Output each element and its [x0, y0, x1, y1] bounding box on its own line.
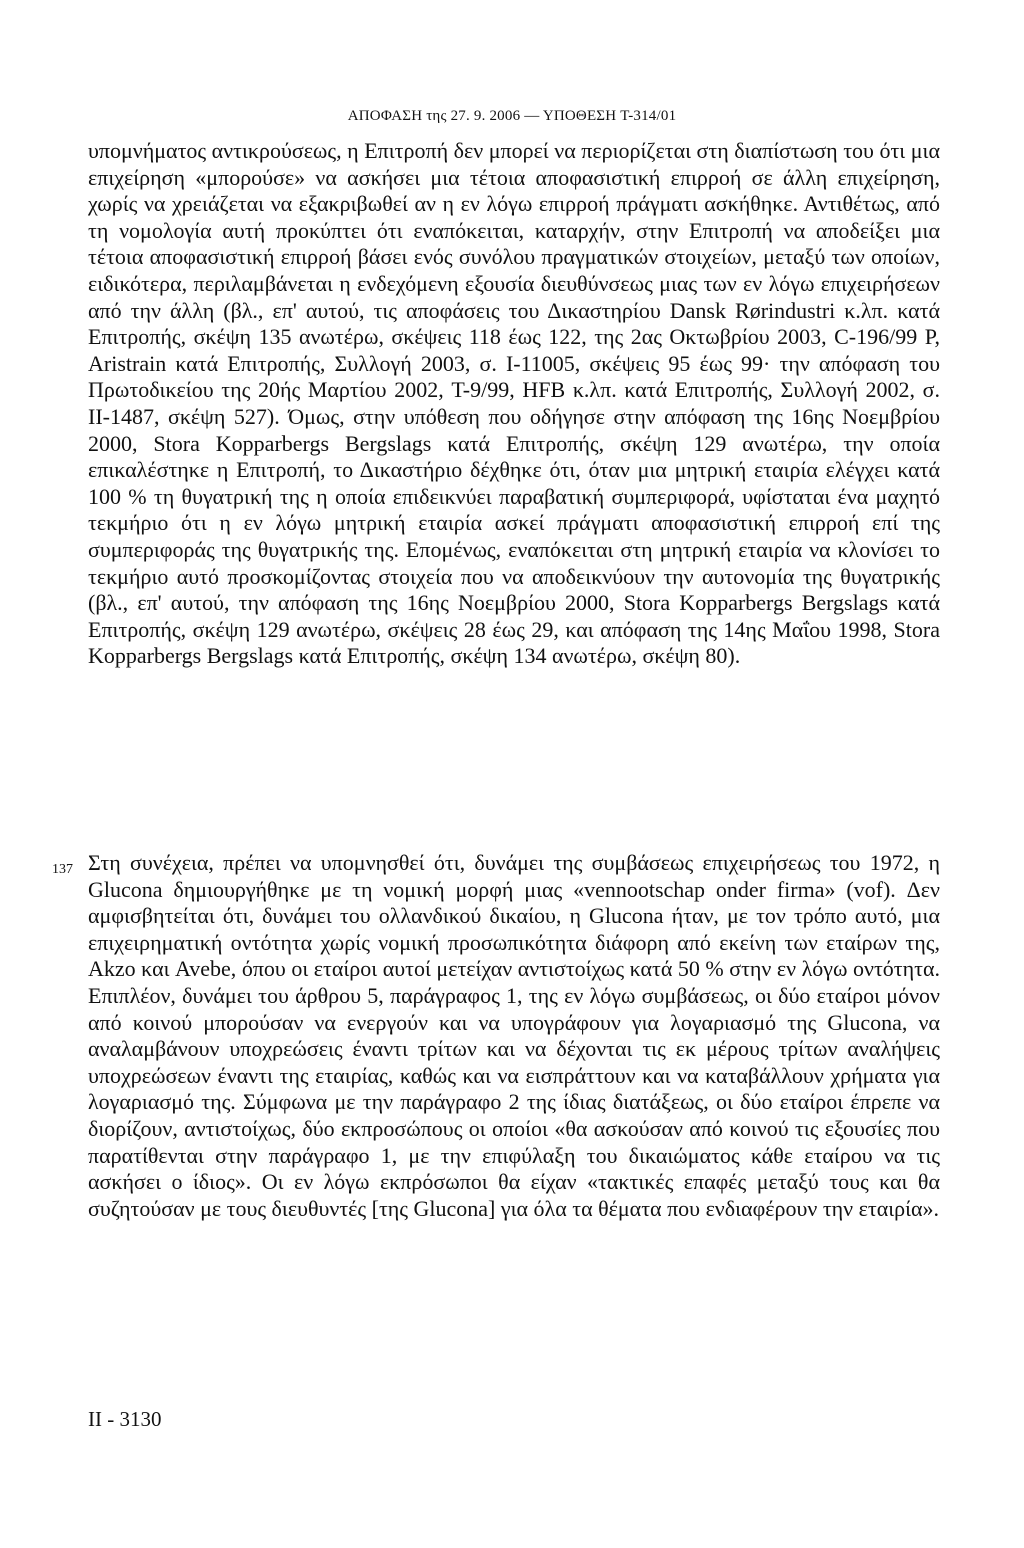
paragraph-continued: υπομνήματος αντικρούσεως, η Επιτροπή δεν μπορεί να περιορίζεται στη διαπίστωση του ότι μια επιχείρηση «μπορούσε» να ασκήσει μια τέτοια αποφασιστική επιρροή σε άλλη επιχείρηση, χωρίς να χρειάζεται να εξακριβωθεί αν η εν λόγω επιρροή πράγματι ασκήθηκε. Αντιθέτως, από τη νομολογία αυτή προκύπτει ότι εναπόκειται, καταρχήν, στην Επιτροπή να αποδείξει μια τέτοια αποφασιστική επιρροή βάσει ενός συνόλου πραγματικών στοιχείων, μεταξύ των οποίων, ειδικότερα, περιλαμβάνεται η ενδεχόμενη εξουσία διευθύνσεως μιας των εν λόγω επιχειρήσεων από την άλλη (βλ., επ' αυτού, τις αποφάσεις του Δικαστηρίου Dansk Rørindustri κ.λπ. κατά Επιτροπής, σκέψη 135 ανωτέρω, σκέψεις 118 έως 122, της 2ας Οκτωβρίου 2003, C-196/99 P, Aristrain κατά Επιτροπής, Συλλογή 2003, σ. I-11005, σκέψεις 95 έως 99· την απόφαση του Πρωτοδικείου της 20ής Μαρτίου 2002, T-9/99, HFB κ.λπ. κατά Επιτροπής, Συλλογή 2002, σ. II-1487, σκέψη 527). Όμως, στην υπόθεση που οδήγησε στην απόφαση της 16ης Νοεμβρίου 2000, Stora Kopparbergs Bergslags κατά Επιτροπής, σκέψη 129 ανωτέρω, την οποία επικαλέστηκε η Επιτροπή, το Δικαστήριο δέχθηκε ότι, όταν μια μητρική εταιρία ελέγχει κατά 100 % τη θυγατρική της η οποία επιδεικνύει παραβατική συμπεριφορά, υφίσταται ένα μαχητό τεκμήριο ότι η εν λόγω μητρική εταιρία ασκεί πράγματι αποφασιστική επιρροή επί της συμπεριφοράς της θυγατρικής της. Επομένως, εναπόκειται στη μητρική εταιρία να κλονίσει το τεκμήριο αυτό προσκομίζοντας στοιχεία που να αποδεικνύουν την αυτονομία της θυγατρικής (βλ., επ' αυτού, την απόφαση της 16ης Νοεμβρίου 2000, Stora Kopparbergs Bergslags κατά Επιτροπής, σκέψη 129 ανωτέρω, σκέψεις 28 έως 29, και απόφαση της 14ης Μαΐου 1998, Stora Kopparbergs Bergslags κατά Επιτροπής, σκέψη 134 ανωτέρω, σκέψη 80). [88, 138, 940, 669]
running-header: ΑΠΟΦΑΣΗ της 27. 9. 2006 — ΥΠΟΘΕΣΗ T-314/01 [347, 108, 677, 124]
paragraph-137: Στη συνέχεια, πρέπει να υπομνησθεί ότι, δυνάμει της συμβάσεως επιχειρήσεως του 1972, η Glucona δημιουργήθηκε με τη νομική μορφή μιας «vennootschap onder firma» (vof). Δεν αμφισβητείται ότι, δυνάμει του ολλανδικού δικαίου, η Glucona ήταν, με τον τρόπο αυτό, μια επιχειρηματική οντότητα χωρίς νομική προσωπικότητα διάφορη από εκείνη των εταίρων της, Akzo και Avebe, όπου οι εταίροι αυτοί μετείχαν αντιστοίχως κατά 50 % στην εν λόγω οντότητα. Επιπλέον, δυνάμει του άρθρου 5, παράγραφος 1, της εν λόγω συμβάσεως, οι δύο εταίροι μόνον από κοινού μπορούσαν να ενεργούν και να υπογράφουν για λογαριασμό της Glucona, να αναλαμβάνουν υποχρεώσεις έναντι τρίτων και να δέχονται τις εκ μέρους τρίτων αναλήψεις υποχρεώσεων έναντι της εταιρίας, καθώς και να εισπράττουν και να καταβάλλουν χρήματα για λογαριασμό της. Σύμφωνα με την παράγραφο 2 της ίδιας διατάξεως, οι δύο εταίροι έπρεπε να διορίζουν, αντιστοίχως, δύο εκπροσώπους οι οποίοι «θα ασκούσαν από κοινού τις εξουσίες που παρατίθενται στην παράγραφο 1, με την επιφύλαξη του δικαιώματος κάθε εταίρου να τις ασκήσει ο ίδιος». Οι εν λόγω εκπρόσωποι θα είχαν «τακτικές επαφές μεταξύ τους και θα συζητούσαν με τους διευθυντές [της Glucona] για όλα τα θέματα που ενδιαφέρουν την εταιρία». [88, 850, 940, 1221]
page-number: II - 3130 [88, 1407, 162, 1431]
paragraph-number: 137 [52, 862, 73, 877]
